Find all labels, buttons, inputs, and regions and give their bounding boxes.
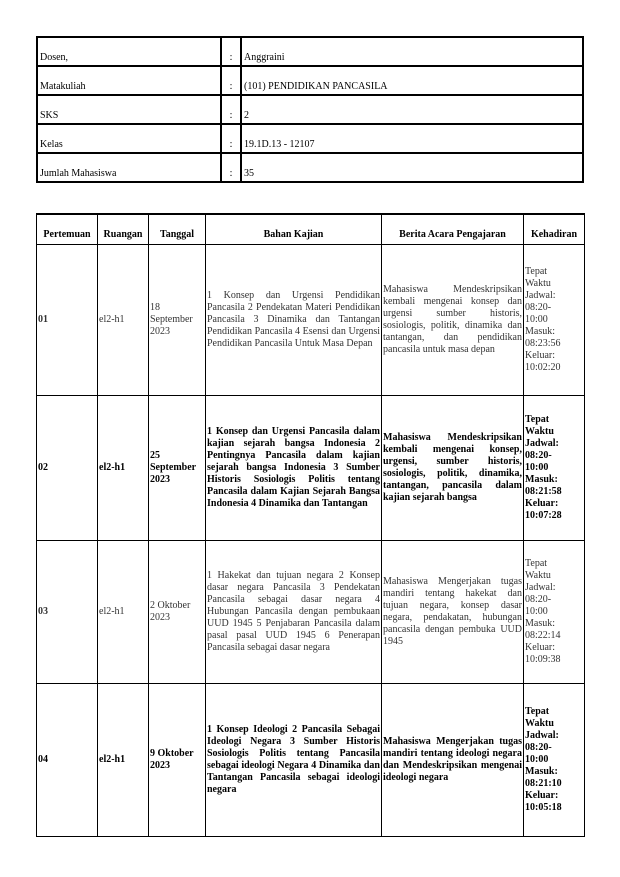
info-label: Dosen, [37, 37, 221, 66]
attendance-line: 10:00 [525, 314, 548, 325]
date-cell: 2 Oktober 2023 [149, 541, 206, 684]
info-separator: : [221, 37, 241, 66]
attendance-line: Keluar: [525, 642, 555, 653]
info-row-class [37, 124, 583, 153]
attendance-line: Waktu [525, 718, 554, 729]
attendance-line: 08:22:14 [525, 630, 561, 641]
attendance-line: Waktu [525, 426, 554, 437]
attendance-cell [524, 245, 585, 396]
attendance-line: Masuk: [525, 618, 555, 629]
attendance-line: Jadwal: [525, 582, 556, 593]
meeting-number: 01 [37, 245, 98, 396]
info-label: Matakuliah [37, 66, 221, 95]
topic-cell: 1 Hakekat dan tujuan negara 2 Konsep dasar negara Pancasila 3 Pendekatan Pancasila sebagai dasar negara 4 Hubungan Pancasila dengan pembukaan UUD 1945 5 Penjabaran Pancasila dalam pasal pasal UUD 1945 6 Penerapan Pancasila sebagai dasar negara [206, 541, 382, 684]
info-label: Kelas [37, 124, 221, 153]
report-cell: Mahasiswa Mengerjakan tugas mandiri tentang hakekat dan tujuan negara, konsep dasar negara, pendakatan, hubungan pancasila dengan pembuka UUD 1945 [382, 541, 524, 684]
report-cell: Mahasiswa Mendeskripsikan kembali mengenai konsep, urgensi, sumber historis, sosiologis, politik, dinamika, tantangan, pancasila dalam kajian sejarah bangsa [382, 396, 524, 541]
attendance-line: 10:00 [525, 754, 549, 765]
attendance-line: Tepat [525, 266, 548, 277]
header-report: Berita Acara Pengajaran [382, 214, 524, 245]
info-value: Anggraini [241, 37, 583, 66]
attendance-line: Jadwal: [525, 290, 556, 301]
attendance-line: 10:00 [525, 606, 548, 617]
attendance-line: Keluar: [525, 350, 555, 361]
table-row [37, 541, 585, 684]
date-cell: 18 September 2023 [149, 245, 206, 396]
attendance-line: 08:20- [525, 450, 552, 461]
info-row-course [37, 66, 583, 95]
room-cell: el2-h1 [98, 541, 149, 684]
table-row [37, 684, 585, 837]
attendance-line: Keluar: [525, 790, 559, 801]
header-room: Ruangan [98, 214, 149, 245]
table-row [37, 396, 585, 541]
room-cell: el2-h1 [98, 245, 149, 396]
report-cell: Mahasiswa Mendeskripsikan kembali mengenai konsep dan urgensi sumber historis, sosiologis, politik, dinamika dan tantangan, dan pendidikan pancasila untuk masa depan [382, 245, 524, 396]
attendance-cell [524, 684, 585, 837]
attendance-line: Jadwal: [525, 438, 559, 449]
info-separator: : [221, 153, 241, 182]
meeting-number: 02 [37, 396, 98, 541]
table-row [37, 245, 585, 396]
attendance-line: 08:20- [525, 594, 552, 605]
info-value: 2 [241, 95, 583, 124]
info-value: 19.1D.13 - 12107 [241, 124, 583, 153]
info-row-credits [37, 95, 583, 124]
attendance-line: 08:21:58 [525, 486, 562, 497]
info-row-lecturer [37, 37, 583, 66]
info-separator: : [221, 95, 241, 124]
attendance-line: Tepat [525, 558, 548, 569]
attendance-line: Masuk: [525, 326, 555, 337]
meeting-log-table [36, 213, 585, 837]
meeting-number: 04 [37, 684, 98, 837]
info-separator: : [221, 124, 241, 153]
header-date: Tanggal [149, 214, 206, 245]
attendance-line: 10:07:28 [525, 510, 562, 521]
info-value: 35 [241, 153, 583, 182]
attendance-cell [524, 541, 585, 684]
info-label: Jumlah Mahasiswa [37, 153, 221, 182]
attendance-line: 10:09:38 [525, 654, 561, 665]
header-meeting: Pertemuan [37, 214, 98, 245]
info-row-students [37, 153, 583, 182]
attendance-line: Tepat [525, 706, 550, 717]
attendance-line: 08:21:10 [525, 778, 562, 789]
attendance-line: Keluar: [525, 498, 559, 509]
topic-cell: 1 Konsep dan Urgensi Pancasila dalam kajian sejarah bangsa Indonesia 2 Pentingnya Pancasila dalam kajian sejarah bangsa Indonesia 3 Sumber Historis Sosiologis Politis tentang Pancasila dalam Kajian Sejarah Bangsa Indonesia 4 Dinamika dan Tantangan [206, 396, 382, 541]
attendance-line: Tepat [525, 414, 550, 425]
attendance-line: 08:23:56 [525, 338, 561, 349]
attendance-line: 10:00 [525, 462, 549, 473]
attendance-line: Waktu [525, 570, 551, 581]
date-cell: 9 Oktober 2023 [149, 684, 206, 837]
room-cell: el2-h1 [98, 396, 149, 541]
attendance-line: Masuk: [525, 474, 558, 485]
attendance-line: 10:02:20 [525, 362, 561, 373]
header-topic: Bahan Kajian [206, 214, 382, 245]
topic-cell: 1 Konsep Ideologi 2 Pancasila Sebagai Ideologi Negara 3 Sumber Historis Sosiologis Politis tentang Pancasila sebagai ideologi Negara 4 Dinamika dan Tantangan Pancasila sebagai ideologi negara [206, 684, 382, 837]
attendance-cell [524, 396, 585, 541]
info-separator: : [221, 66, 241, 95]
attendance-line: Jadwal: [525, 730, 559, 741]
attendance-line: 08:20- [525, 302, 552, 313]
course-info-table [36, 36, 584, 183]
attendance-line: Waktu [525, 278, 551, 289]
topic-cell: 1 Konsep dan Urgensi Pendidikan Pancasila 2 Pendekatan Materi Pendidikan Pancasila 3 Dinamika dan Tantangan Pendidikan Pancasila 4 Esensi dan Urgensi Pendidikan Pancasila Untuk Masa Depan [206, 245, 382, 396]
info-label: SKS [37, 95, 221, 124]
meeting-number: 03 [37, 541, 98, 684]
attendance-line: 10:05:18 [525, 802, 562, 813]
report-cell: Mahasiswa Mengerjakan tugas mandiri tentang ideologi negara dan Mendeskripsikan mengenai ideologi negara [382, 684, 524, 837]
attendance-line: Masuk: [525, 766, 558, 777]
room-cell: el2-h1 [98, 684, 149, 837]
table-header-row [37, 214, 585, 245]
date-cell: 25 September 2023 [149, 396, 206, 541]
info-value: (101) PENDIDIKAN PANCASILA [241, 66, 583, 95]
header-attendance: Kehadiran [524, 214, 585, 245]
attendance-line: 08:20- [525, 742, 552, 753]
